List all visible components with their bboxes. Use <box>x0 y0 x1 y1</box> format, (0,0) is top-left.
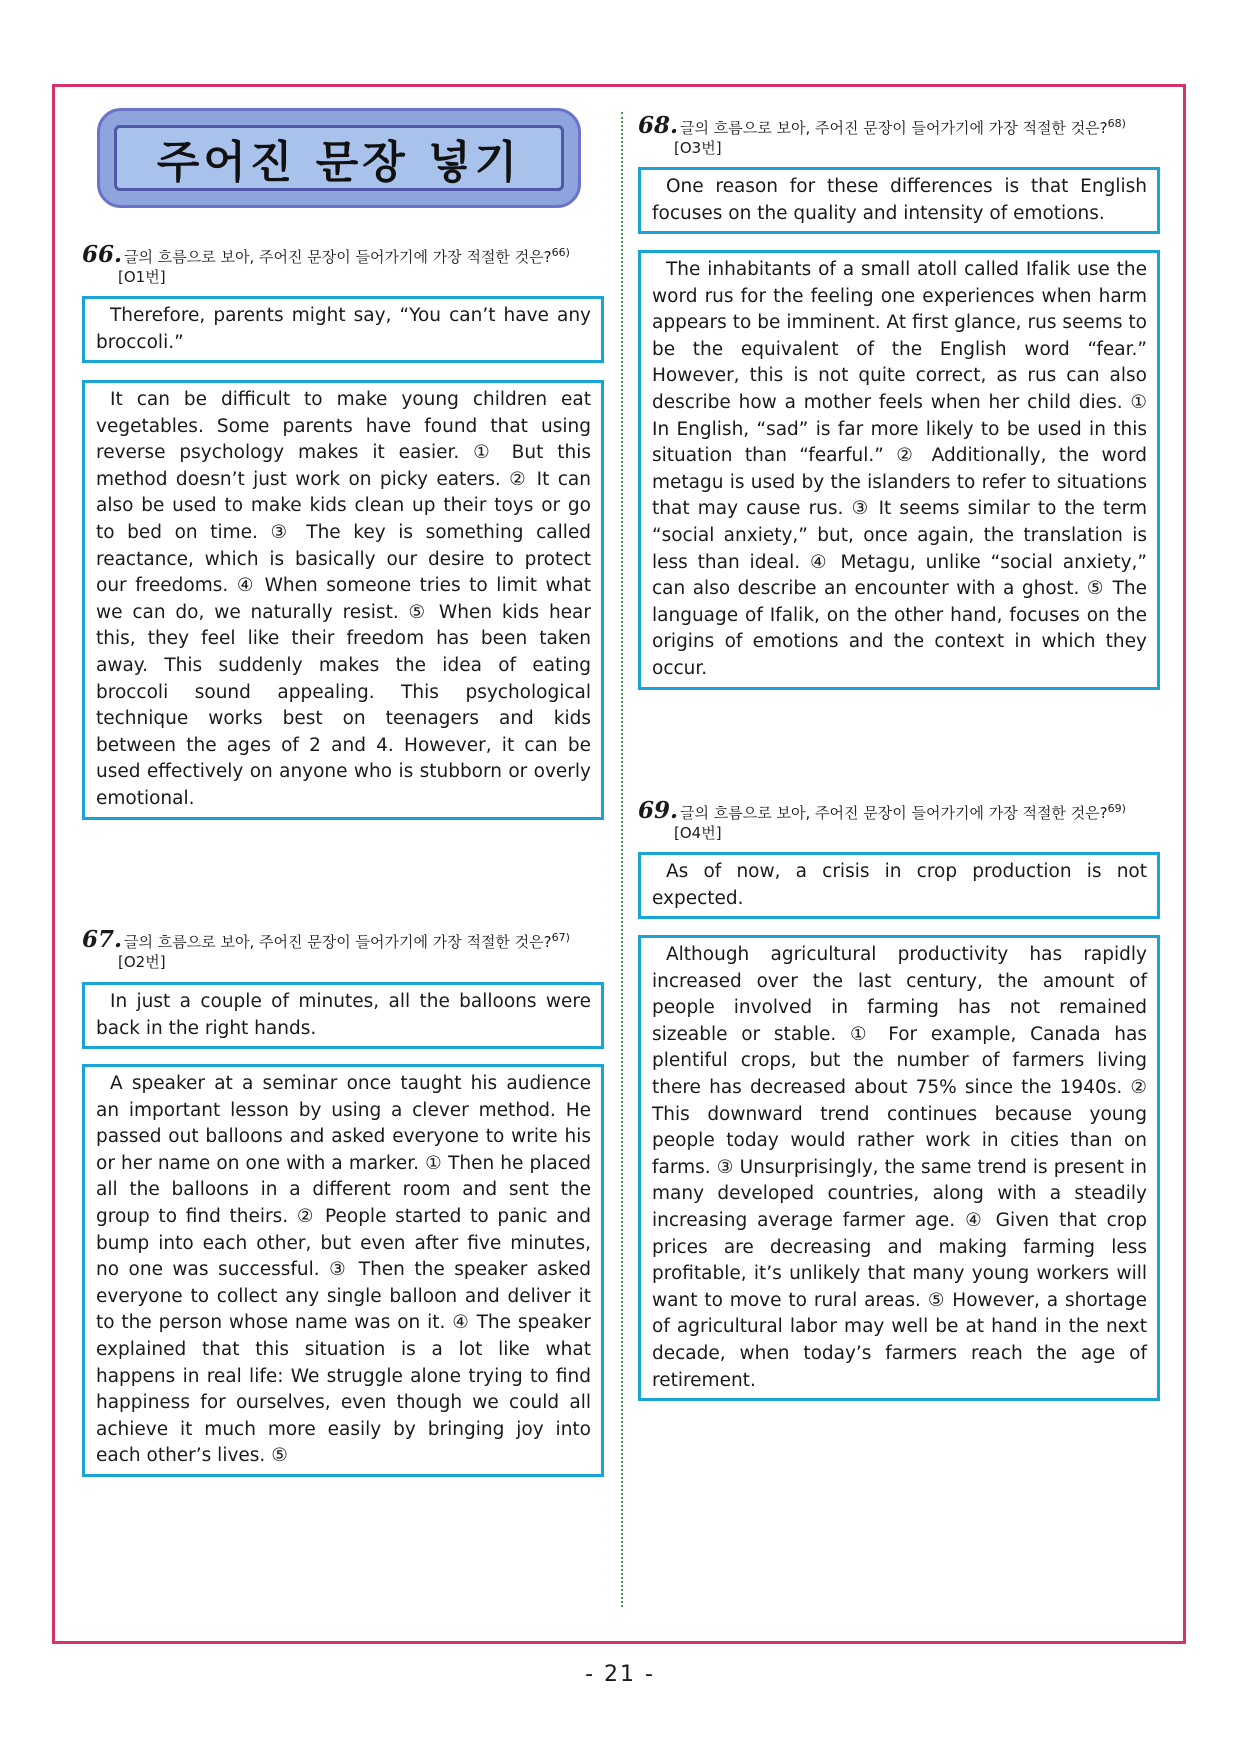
question-66-header <box>82 243 602 287</box>
question-number: 66. <box>82 241 123 268</box>
question-number: 69. <box>638 797 679 824</box>
given-sentence-text: In just a couple of minutes, all the balloons were back in the right hands. <box>96 991 591 1039</box>
given-sentence-text: As of now, a crisis in crop production is not expected. <box>652 861 1147 909</box>
footnote-ref: 69) <box>1107 802 1126 815</box>
question-66-passage <box>82 380 604 820</box>
footnote-ref: 68) <box>1107 117 1126 130</box>
question-prompt: 글의 흐름으로 보아, 주어진 문장이 들어가기에 가장 적절한 것은? <box>124 933 552 951</box>
question-67-header <box>82 928 602 972</box>
question-67-given-sentence <box>82 982 604 1049</box>
section-title-badge <box>97 108 581 208</box>
question-69-passage <box>638 935 1160 1401</box>
question-66-given-sentence <box>82 296 604 363</box>
question-number: 67. <box>82 926 123 953</box>
question-69-header <box>638 799 1162 843</box>
given-sentence-text: One reason for these differences is that English focuses on the quality and intensity of emotions. <box>652 176 1147 224</box>
passage-text: A speaker at a seminar once taught his audience an important lesson by using a clever method. He passed out balloons and asked everyone to write his or her name on one with a marker. ① Then he placed all the balloons in a different room and sent the group to find theirs. ② People started to panic and bump into each other, but even after five minutes, no one was successful. ③ Then the speaker asked everyone to collect any single balloon and deliver it to the person whose name was on it. ④ The speaker explained that this situation is a lot like what happens in real life: We struggle alone trying to find happiness for ourselves, even though we could all achieve it much more easily by bringing joy into each other’s lives. ⑤ <box>96 1073 591 1467</box>
question-prompt: 글의 흐름으로 보아, 주어진 문장이 들어가기에 가장 적절한 것은? <box>680 119 1108 137</box>
question-tag: [O3번] <box>674 139 722 157</box>
question-prompt: 글의 흐름으로 보아, 주어진 문장이 들어가기에 가장 적절한 것은? <box>680 804 1108 822</box>
question-68-passage <box>638 250 1160 690</box>
question-prompt: 글의 흐름으로 보아, 주어진 문장이 들어가기에 가장 적절한 것은? <box>124 248 552 266</box>
question-68-header <box>638 114 1162 158</box>
given-sentence-text: Therefore, parents might say, “You can’t have any broccoli.” <box>96 305 591 353</box>
question-68-given-sentence <box>638 167 1160 234</box>
section-title: 주어진 문장 넣기 <box>156 137 522 188</box>
passage-text: Although agricultural productivity has rapidly increased over the last century, the amount of people involved in farming has not remained sizeable or stable. ① For example, Canada has plentiful crops, but the number of farmers living there has decreased about 75% since the 1940s. ② This downward trend continues because young people today would rather work in cities than on farms. ③ Unsurprisingly, the same trend is present in many developed countries, along with a steadily increasing average farmer age. ④ Given that crop prices are decreasing and making farming less profitable, it’s unlikely that many young workers will want to move to rural areas. ⑤ However, a shortage of agricultural labor may well be at hand in the next decade, when today’s farmers reach the age of retirement. <box>652 944 1147 1391</box>
passage-text: It can be difficult to make young children eat vegetables. Some parents have found that using reverse psychology makes it easier. ① But this method doesn’t just work on picky eaters. ② It can also be used to make kids clean up their toys or go to bed on time. ③ The key is something called reactance, which is basically our desire to protect our freedoms. ④ When someone tries to limit what we can do, we naturally resist. ⑤ When kids hear this, they feel like their freedom has been taken away. This suddenly makes the idea of eating broccoli sound appealing. This psychological technique works best on teenagers and kids between the ages of 2 and 4. However, it can be used effectively on anyone who is stubborn or overly emotional. <box>96 389 591 809</box>
question-tag: [O4번] <box>674 824 722 842</box>
page-number: - 21 - <box>585 1662 655 1687</box>
question-number: 68. <box>638 112 679 139</box>
section-title-panel <box>114 125 564 191</box>
footnote-ref: 66) <box>551 246 570 259</box>
footnote-ref: 67) <box>551 931 570 944</box>
column-divider <box>621 112 623 1607</box>
passage-text: The inhabitants of a small atoll called Ifalik use the word rus for the feeling one experiences when harm appears to be imminent. At first glance, rus seems to be the equivalent of the English word “fear.” However, this is not quite correct, as rus can also describe how a mother feels when her child dies. ① In English, “sad” is far more likely to be used in this situation than “fearful.” ② Additionally, the word metagu is used by the islanders to refer to situations that may cause rus. ③ It seems similar to the term “social anxiety,” but, once again, the translation is less than ideal. ④ Metagu, unlike “social anxiety,” can also describe an encounter with a ghost. ⑤ The language of Ifalik, on the other hand, focuses on the origins of emotions and the context in which they occur. <box>652 259 1147 679</box>
question-69-given-sentence <box>638 852 1160 919</box>
question-tag: [O2번] <box>118 953 166 971</box>
question-tag: [O1번] <box>118 268 166 286</box>
question-67-passage <box>82 1064 604 1477</box>
